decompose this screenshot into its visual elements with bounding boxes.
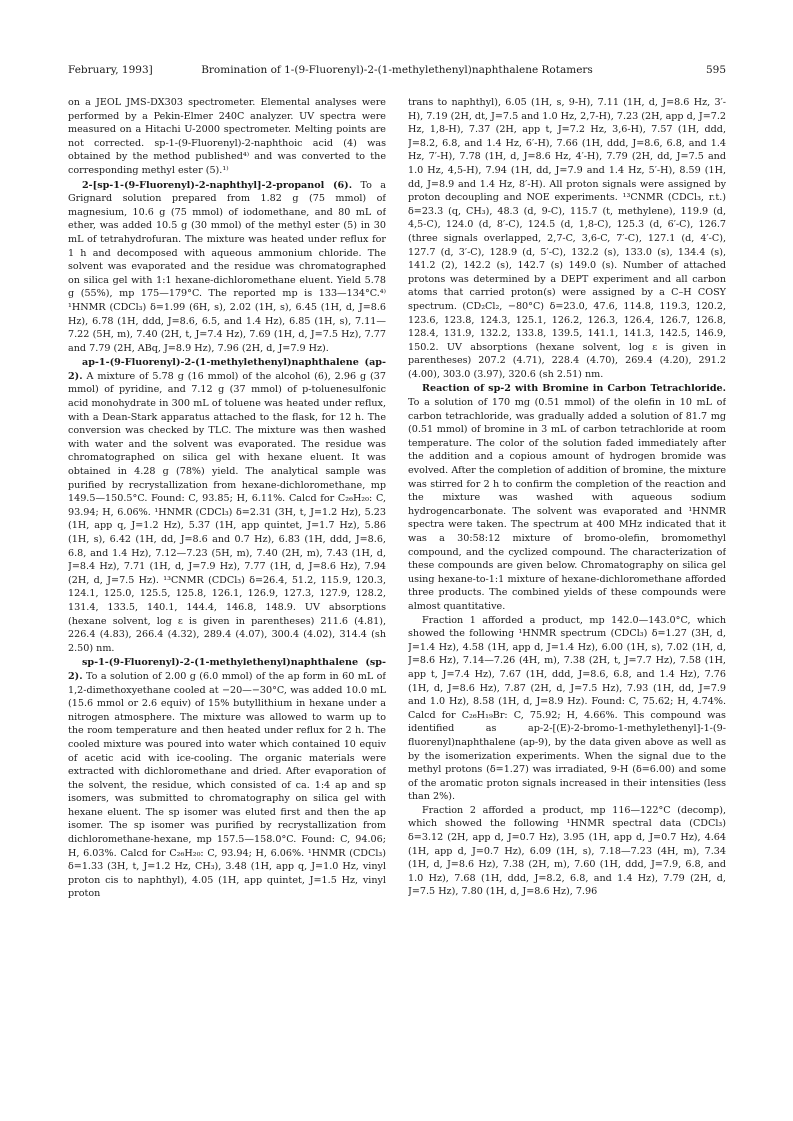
paragraph-body: To a Grignard solution prepared from 1.82 g (75 mmol) of magnesium, 10.6 g (75 mmol) of iodomethane, and 80 mL of ether, was added 10.5 g (30 mmol) of the methyl ester (5) in 30 mL of tetrahydrofuran. The mixture was heated under reflux for 1 h and decomposed with aqueous ammonium chloride. The solvent was evaporated and the residue was chromatographed on silica gel with 1:1 hexane-dichloromethane eluent. Yield 5.78 g (55%), mp 175—179°C. The reported mp is 133—134°C.⁴⁾ ¹HNMR (CDCl₃) δ=1.99 (6H, s), 2.02 (1H, s), 6.45 (1H, d, J=8.6 Hz), 6.78 (1H, ddd, J=8.6, 6.5, and 1.4 Hz), 6.85 (1H, s), 7.11—7.22 (5H, m), 7.40 (2H, t, J=7.4 Hz), 7.69 (1H, d, J=7.5 Hz), 7.77 and 7.79 (2H, ABq, J=8.9 Hz), 7.96 (2H, d, J=7.9 Hz). [68, 179, 386, 354]
paragraph-body: A mixture of 5.78 g (16 mmol) of the alcohol (6), 2.96 g (37 mmol) of pyridine, and 7.12 g (37 mmol) of p-toluenesulfonic acid monohydrate in 300 mL of toluene was heated under reflux, with a Dean-Stark apparatus attached to the flask, for 12 h. The conversion was checked by TLC. The mixture was then washed with water and the solvent was evaporated. The residue was chromatographed on silica gel with hexane eluent. It was obtained in 4.28 g (78%) yield. The analytical sample was purified by recrystallization from hexane-dichloromethane, mp 149.5—150.5°C. Found: C, 93.85; H, 6.11%. Calcd for C₂₆H₂₀: C, 93.94; H, 6.06%. ¹HNMR (CDCl₃) δ=2.31 (3H, t, J=1.2 Hz), 5.23 (1H, app q, J=1.2 Hz), 5.37 (1H, app quintet, J=1.7 Hz), 5.86 (1H, s), 6.42 (1H, dd, J=8.6 and 0.7 Hz), 6.83 (1H, ddd, J=8.6, 6.8, and 1.4 Hz), 7.12—7.23 (5H, m), 7.40 (2H, m), 7.43 (1H, d, J=8.4 Hz), 7.71 (1H, d, J=7.9 Hz), 7.77 (1H, d, J=8.6 Hz), 7.94 (2H, d, J=7.5 Hz). ¹³CNMR (CDCl₃) δ=26.4, 51.2, 115.9, 120.3, 124.1, 125.0, 125.5, 125.8, 126.1, 126.9, 127.3, 127.9, 128.2, 131.4, 133.5, 140.1, 144.4, 146.8, 148.9. UV absorptions (hexane solvent, log ε is given in parentheses) 211.6 (4.81), 226.4 (4.83), 266.4 (4.32), 289.4 (4.07), 300.4 (4.02), 314.4 (sh 2.50) nm. [68, 370, 386, 654]
paragraph-sp2 [68, 656, 386, 901]
paragraph-ap2 [68, 356, 386, 655]
section-heading-ap2: ap-1-(9-Fluorenyl)-2-(1-methylethenyl)naphthalene (ap-2). [68, 357, 386, 382]
paragraph-sp2-continued: trans to naphthyl), 6.05 (1H, s, 9-H), 7.11 (1H, d, J=8.6 Hz, 3′-H), 7.19 (2H, dt, J=7.5 and 1.0 Hz, 2,7-H), 7.23 (2H, app d, J=7.2 Hz, 1,8-H), 7.37 (2H, app t, J=7.2 Hz, 3,6-H), 7.57 (1H, ddd, J=8.2, 6.8, and 1.4 Hz, 6′-H), 7.66 (1H, ddd, J=8.6, 6.8, and 1.4 Hz, 7′-H), 7.78 (1H, d, J=8.6 Hz, 4′-H), 7.79 (2H, dd, J=7.5 and 1.0 Hz, 4,5-H), 7.94 (1H, dd, J=7.9 and 1.4 Hz, 5′-H), 8.59 (1H, dd, J=8.9 and 1.4 Hz, 8′-H). All proton signals were assigned by proton decoupling and NOE experiments. ¹³CNMR (CDCl₃, r.t.) δ=23.3 (q, CH₃), 48.3 (d, 9-C), 115.7 (t, methylene), 119.9 (d, 4,5-C), 124.0 (d, 8′-C), 124.5 (d, 1,8-C), 125.3 (d, 6′-C), 126.7 (three signals overlapped, 2,7-C, 3,6-C, 7′-C), 127.1 (d, 4′-C), 127.7 (d, 3′-C), 128.9 (d, 5′-C), 132.2 (s), 133.0 (s), 134.4 (s), 141.2 (2), 142.2 (s), 142.7 (s) 149.0 (s). Number of attached protons was determined by a DEPT experiment and all carbon atoms that carried proton(s) were assigned by a C–H COSY spectrum. (CD₂Cl₂, −80°C) δ=23.0, 47.6, 114.8, 119.3, 120.2, 123.6, 123.8, 124.3, 125.1, 126.2, 126.3, 126.4, 126.7, 126.8, 128.4, 131.9, 132.2, 133.8, 139.5, 141.1, 141.3, 142.5, 146.9, 150.2. UV absorptions (hexane solvent, log ε is given in parentheses) 207.2 (4.71), 228.4 (4.70), 269.4 (4.20), 291.2 (4.00), 303.0 (3.97), 320.6 (sh 2.51) nm. [408, 97, 726, 380]
section-heading-sp2: sp-1-(9-Fluorenyl)-2-(1-methylethenyl)naphthalene (sp-2). [68, 657, 386, 682]
paragraph-body: To a solution of 170 mg (0.51 mmol) of the olefin in 10 mL of carbon tetrachloride, was gradually added a solution of 81.7 mg (0.51 mmol) of bromine in 3 mL of carbon tetrachloride at room temperature. The color of the solution faded immediately after the addition and a copious amount of hydrogen bromide was evolved. After the completion of addition of bromine, the mixture was stirred for 2 h to confirm the completion of the reaction and the mixture was washed with aqueous sodium hydrogencarbonate. The solvent was evaporated and ¹HNMR spectra were taken. The spectrum at 400 MHz indicated that it was a 30:58:12 mixture of bromo-olefin, bromomethyl compound, and the cyclized compound. The characterization of these compounds are given below. Chromatography on silica gel using hexane-to-1:1 mixture of hexane-dichloromethane afforded three products. The combined yields of these compounds were almost quantitative. [408, 397, 726, 612]
right-column [408, 96, 726, 1096]
paragraph-fraction-1: Fraction 1 afforded a product, mp 142.0—143.0°C, which showed the following ¹HNMR spectrum (CDCl₃) δ=1.27 (3H, d, J=1.4 Hz), 4.58 (1H, app d, J=1.4 Hz), 6.00 (1H, s), 7.02 (1H, d, J=8.6 Hz), 7.14—7.26 (4H, m), 7.38 (2H, t, J=7.7 Hz), 7.58 (1H, app t, J=7.4 Hz), 7.67 (1H, ddd, J=8.6, 6.8, and 1.4 Hz), 7.76 (1H, d, J=8.6 Hz), 7.87 (2H, d, J=7.5 Hz), 7.93 (1H, dd, J=7.9 and 1.0 Hz), 8.58 (1H, d, J=8.9 Hz). Found: C, 75.62; H, 4.74%. Calcd for C₂₆H₁₉Br: C, 75.92; H, 4.66%. This compound was identified as ap-2-[(E)-2-bromo-1-methylethenyl]-1-(9-fluorenyl)naphthalene (ap-9), by the data given above as well as by the isomerization experiments. When the signal due to the methyl protons (δ=1.27) was irradiated, 9-H (δ=6.00) and some of the aromatic proton signals increased in their intensities (less than 2%). [408, 614, 726, 803]
left-column [68, 96, 386, 1096]
paragraph-bromination [408, 382, 726, 613]
journal-date: February, 1993] [68, 64, 153, 76]
paragraph-fraction-2: Fraction 2 afforded a product, mp 116—122°C (decomp), which showed the following ¹HNMR spectral data (CDCl₃) δ=3.12 (2H, app d, J=0.7 Hz), 3.95 (1H, app d, J=0.7 Hz), 4.64 (1H, app d, J=0.7 Hz), 6.09 (1H, s), 7.18—7.23 (4H, m), 7.34 (1H, d, J=8.6 Hz), 7.38 (2H, m), 7.60 (1H, ddd, J=7.9, 6.8, and 1.0 Hz), 7.68 (1H, ddd, J=8.2, 6.8, and 1.4 Hz), 7.79 (2H, d, J=7.5 Hz), 7.80 (1H, d, J=8.6 Hz), 7.96 [408, 804, 726, 898]
paragraph-body: To a solution of 2.00 g (6.0 mmol) of the ap form in 60 mL of 1,2-dimethoxyethane cooled at −20—−30°C, was added 10.0 mL (15.6 mmol or 2.6 equiv) of 15% butyllithium in hexane under a nitrogen atmosphere. The mixture was allowed to warm up to the room temperature and then heated under reflux for 2 h. The cooled mixture was poured into water which contained 10 equiv of acetic acid with ice-cooling. The organic materials were extracted with dichloromethane and dried. After evaporation of the solvent, the residue, which consisted of ca. 1:4 ap and sp isomers, was submitted to chromatography on silica gel with hexane eluent. The sp isomer was eluted first and then the ap isomer. The sp isomer was purified by recrystallization from dichloromethane-hexane, mp 157.5—158.0°C. Found: C, 94.06; H, 6.03%. Calcd for C₂₆H₂₀: C, 93.94; H, 6.06%. ¹HNMR (CDCl₃) δ=1.33 (3H, t, J=1.2 Hz, CH₃), 3.48 (1H, app q, J=1.0 Hz, vinyl proton cis to naphthyl), 4.05 (1H, app quintet, J=1.5 Hz, vinyl proton [68, 670, 386, 900]
paragraph-propanol [68, 179, 386, 356]
paragraph-instruments: on a JEOL JMS-DX303 spectrometer. Elemental analyses were performed by a Pekin-Elmer 240C analyzer. UV spectra were measured on a Hitachi U-2000 spectrometer. Melting points are not corrected. sp-1-(9-Fluorenyl)-2-naphthoic acid (4) was obtained by the method published⁴⁾ and was converted to the corresponding methyl ester (5).¹⁾ [68, 97, 386, 176]
section-heading-propanol: 2-[sp-1-(9-Fluorenyl)-2-naphthyl]-2-propanol (6). [82, 179, 353, 191]
running-title: Bromination of 1-(9-Fluorenyl)-2-(1-methylethenyl)naphthalene Rotamers [201, 64, 593, 76]
running-header [68, 64, 726, 80]
page-number: 595 [705, 64, 726, 76]
section-heading-bromination: Reaction of sp-2 with Bromine in Carbon Tetrachloride. [422, 383, 726, 395]
